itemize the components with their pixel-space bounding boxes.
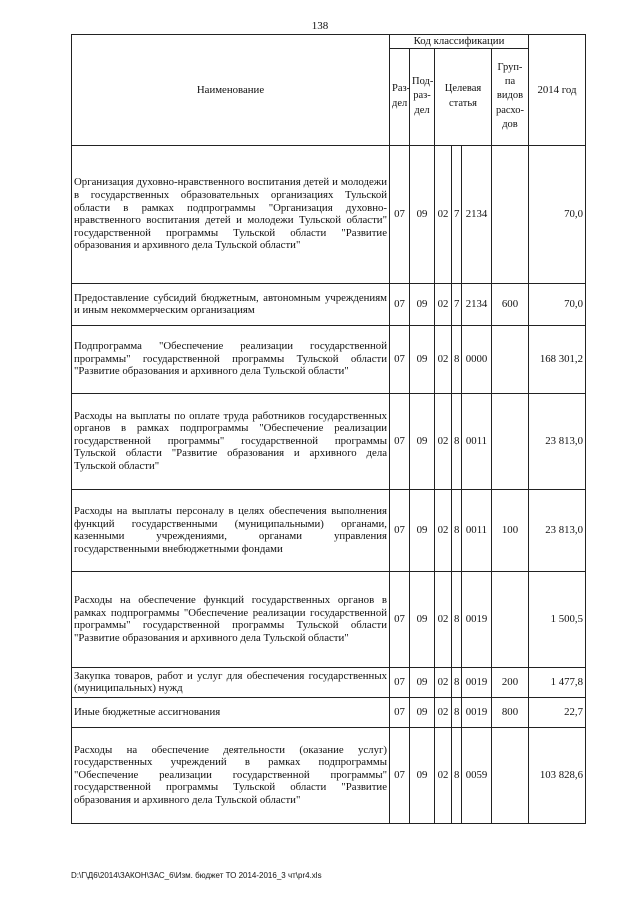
header-target: Целевая статья <box>435 48 492 145</box>
header-razdel: Раз-дел <box>390 48 410 145</box>
row-podrazdel: 09 <box>410 325 435 393</box>
row-sum: 103 828,6 <box>529 727 586 823</box>
row-target-direction: 2134 <box>462 283 492 325</box>
row-name: Предоставление субсидий бюджетным, автономным учреждениям и иным некоммерческим организациям <box>72 283 390 325</box>
file-path-footer: D:\Г\Д6\2014\ЗАКОН\ЗАС_6\Изм. бюджет ТО 2014-2016_3 чт\pr4.xls <box>71 871 322 880</box>
row-sum: 23 813,0 <box>529 393 586 489</box>
row-podrazdel: 09 <box>410 489 435 571</box>
row-podrazdel: 09 <box>410 667 435 697</box>
row-target-subprogram: 7 <box>452 145 462 283</box>
row-target-subprogram: 8 <box>452 325 462 393</box>
table-row <box>72 489 586 571</box>
budget-table <box>71 34 586 824</box>
row-name: Организация духовно-нравственного воспитания детей и молодежи в государственных образовательных организациях Тульской области в рамках подпрограммы "Организация духовно-нравственного воспитания детей и молодежи Тульской области" государственной программы Тульской области "Развитие образования и архивного дела Тульской области" <box>72 145 390 283</box>
row-name: Расходы на обеспечение функций государственных органов в рамках подпрограммы "Обеспечение реализации государственной программы" государственной программы Тульской области "Развитие образования и архивного дела Тульской области" <box>72 571 390 667</box>
row-target-program: 02 <box>435 697 452 727</box>
row-razdel: 07 <box>390 145 410 283</box>
row-podrazdel: 09 <box>410 393 435 489</box>
row-target-program: 02 <box>435 145 452 283</box>
table-row <box>72 727 586 823</box>
table-row <box>72 697 586 727</box>
row-sum: 22,7 <box>529 697 586 727</box>
row-target-program: 02 <box>435 283 452 325</box>
row-sum: 1 477,8 <box>529 667 586 697</box>
row-group <box>492 145 529 283</box>
header-year: 2014 год <box>529 35 586 146</box>
table-row <box>72 145 586 283</box>
row-sum: 70,0 <box>529 283 586 325</box>
row-podrazdel: 09 <box>410 145 435 283</box>
row-target-subprogram: 8 <box>452 667 462 697</box>
table-row <box>72 283 586 325</box>
row-podrazdel: 09 <box>410 283 435 325</box>
header-group: Груп-па видов расхо-дов <box>492 48 529 145</box>
row-name: Подпрограмма "Обеспечение реализации государственной программы" государственной программы Тульской области "Развитие образования и архивного дела Тульской области" <box>72 325 390 393</box>
row-target-subprogram: 8 <box>452 571 462 667</box>
row-name: Расходы на выплаты персоналу в целях обеспечения выполнения функций государственными (муниципальными) органами, казенными учреждениями, органами управления государственными внебюджетными фондами <box>72 489 390 571</box>
row-target-program: 02 <box>435 325 452 393</box>
row-sum: 70,0 <box>529 145 586 283</box>
page-number: 138 <box>311 20 329 32</box>
row-razdel: 07 <box>390 393 410 489</box>
row-target-program: 02 <box>435 727 452 823</box>
row-target-subprogram: 7 <box>452 283 462 325</box>
row-target-direction: 0011 <box>462 393 492 489</box>
row-razdel: 07 <box>390 667 410 697</box>
row-podrazdel: 09 <box>410 727 435 823</box>
row-name: Закупка товаров, работ и услуг для обеспечения государственных (муниципальных) нужд <box>72 667 390 697</box>
row-group <box>492 393 529 489</box>
row-target-program: 02 <box>435 571 452 667</box>
row-target-program: 02 <box>435 393 452 489</box>
row-target-direction: 0000 <box>462 325 492 393</box>
table-row <box>72 571 586 667</box>
row-razdel: 07 <box>390 697 410 727</box>
row-sum: 168 301,2 <box>529 325 586 393</box>
row-razdel: 07 <box>390 489 410 571</box>
row-sum: 1 500,5 <box>529 571 586 667</box>
row-target-direction: 0019 <box>462 667 492 697</box>
row-name: Иные бюджетные ассигнования <box>72 697 390 727</box>
row-target-direction: 2134 <box>462 145 492 283</box>
row-razdel: 07 <box>390 283 410 325</box>
row-target-program: 02 <box>435 489 452 571</box>
row-group <box>492 727 529 823</box>
table-row <box>72 667 586 697</box>
row-group <box>492 571 529 667</box>
table-row <box>72 325 586 393</box>
row-sum: 23 813,0 <box>529 489 586 571</box>
row-podrazdel: 09 <box>410 571 435 667</box>
row-target-direction: 0019 <box>462 571 492 667</box>
row-target-subprogram: 8 <box>452 727 462 823</box>
row-name: Расходы на обеспечение деятельности (оказание услуг) государственных учреждений в рамках подпрограммы "Обеспечение реализации государственной программы" государственной программы Тульской области "Развитие образования и архивного дела Тульской области" <box>72 727 390 823</box>
row-target-program: 02 <box>435 667 452 697</box>
row-target-subprogram: 8 <box>452 489 462 571</box>
row-target-direction: 0011 <box>462 489 492 571</box>
row-target-direction: 0059 <box>462 727 492 823</box>
row-razdel: 07 <box>390 571 410 667</box>
row-target-subprogram: 8 <box>452 393 462 489</box>
row-name: Расходы на выплаты по оплате труда работников государственных органов в рамках подпрограммы "Обеспечение реализации государственной программы" государственной программы Тульской области "Развитие образования и архивного дела Тульской области" <box>72 393 390 489</box>
row-group: 800 <box>492 697 529 727</box>
row-group: 100 <box>492 489 529 571</box>
table-row <box>72 393 586 489</box>
row-group: 600 <box>492 283 529 325</box>
row-group <box>492 325 529 393</box>
header-code-group: Код классификации <box>390 35 529 49</box>
header-name: Наименование <box>72 35 390 146</box>
row-podrazdel: 09 <box>410 697 435 727</box>
row-razdel: 07 <box>390 325 410 393</box>
row-razdel: 07 <box>390 727 410 823</box>
header-podrazdel: Под-раз-дел <box>410 48 435 145</box>
row-target-direction: 0019 <box>462 697 492 727</box>
row-group: 200 <box>492 667 529 697</box>
row-target-subprogram: 8 <box>452 697 462 727</box>
